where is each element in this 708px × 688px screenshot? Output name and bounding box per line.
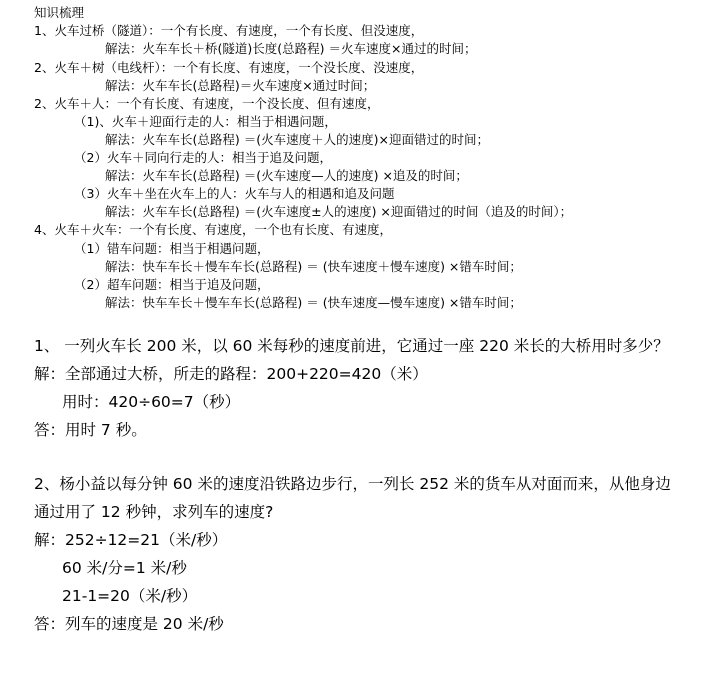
problem-2-step: 21-1=20（米/秒） bbox=[62, 587, 198, 605]
note-line: （1)、火车＋迎面行走的人：相当于相遇问题， bbox=[74, 114, 337, 129]
note-line: 解法：火车车长＋桥(隧道)长度(总路程) ＝火车速度×通过的时间； bbox=[105, 41, 477, 56]
note-line: （1）错车问题：相当于相遇问题， bbox=[74, 241, 270, 256]
note-line: 2、火车＋树（电线杆）：一个有长度、有速度，一个没长度、没速度， bbox=[34, 60, 424, 75]
problem-2-question-cont: 通过用了 12 秒钟，求列车的速度? bbox=[34, 503, 274, 521]
note-line: 1、火车过桥（隧道）：一个有长度、有速度，一个有长度、但没速度， bbox=[34, 23, 424, 38]
problem-1-question: 1、 一列火车长 200 米，以 60 米每秒的速度前进，它通过一座 220 米长的大桥用时多少？ bbox=[34, 337, 669, 355]
note-line: 解法：火车车长(总路程)＝火车速度×通过时间； bbox=[105, 78, 376, 93]
notes-title: 知识梳理 bbox=[34, 5, 85, 20]
problem-1-answer: 答：用时 7 秒。 bbox=[34, 421, 147, 439]
problem-1-step: 用时：420÷60=7（秒） bbox=[62, 393, 241, 411]
note-line: 4、火车＋火车：一个有长度、有速度，一个也有长度、有速度， bbox=[34, 222, 392, 237]
note-line: （2）超车问题：相当于追及问题， bbox=[74, 277, 270, 292]
note-line: 解法：火车车长(总路程) ＝(火车速度＋人的速度)×迎面错过的时间； bbox=[105, 132, 489, 147]
problem-1-solution: 解：全部通过大桥，所走的路程：200+220=420（米） bbox=[34, 365, 428, 383]
note-line: （3）火车＋坐在火车上的人：火车与人的相遇和追及问题 bbox=[74, 186, 395, 201]
problem-2-solution: 解：252÷12=21（米/秒） bbox=[34, 531, 228, 549]
note-line: 解法：火车车长(总路程) ＝(火车速度±人的速度) ×迎面错过的时间（追及的时间）； bbox=[105, 204, 573, 219]
problem-2-answer: 答：列车的速度是 20 米/秒 bbox=[34, 615, 224, 633]
note-line: 解法：快车车长＋慢车车长(总路程) ＝ (快车速度—慢车速度) ×错车时间； bbox=[105, 295, 522, 310]
problem-2-step: 60 米/分=1 米/秒 bbox=[62, 559, 187, 577]
note-line: （2）火车＋同向行走的人：相当于追及问题， bbox=[74, 150, 332, 165]
problem-2-question: 2、杨小益以每分钟 60 米的速度沿铁路边步行，一列长 252 米的货车从对面而来，从他身边 bbox=[34, 475, 671, 493]
note-line: 解法：火车车长(总路程) ＝(火车速度—人的速度) ×追及的时间； bbox=[105, 168, 468, 183]
note-line: 2、火车＋人：一个有长度、有速度，一个没长度、但有速度， bbox=[34, 96, 380, 111]
note-line: 解法：快车车长＋慢车车长(总路程) ＝ (快车速度＋慢车速度) ×错车时间； bbox=[105, 259, 522, 274]
